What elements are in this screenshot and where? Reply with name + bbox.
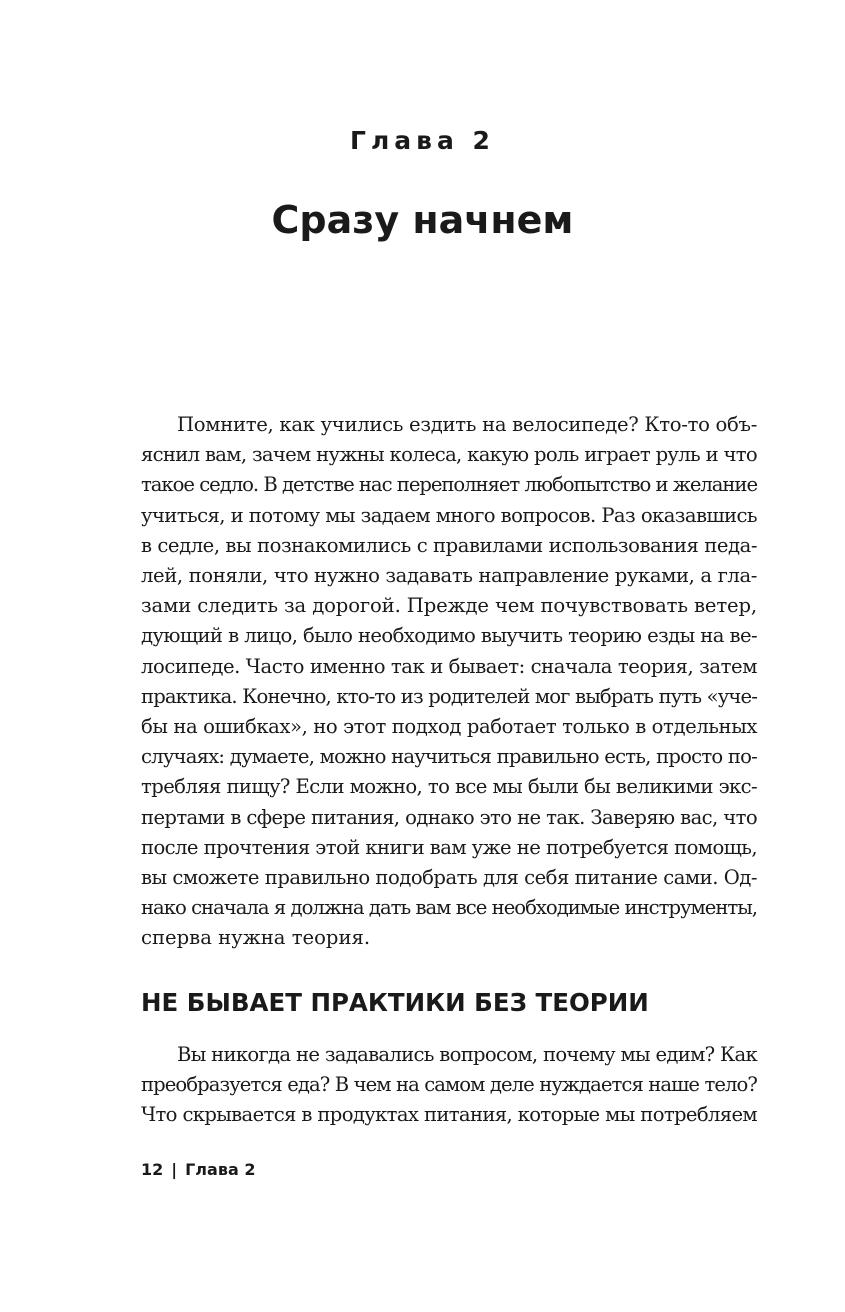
text-line: пертами в сфере питания, однако это не так. Заверяю вас, что [141,805,757,829]
text-line: сперва нужна теория. [141,926,371,950]
text-line: зами следить за дорогой. Прежде чем почувствовать ветер, [141,594,757,618]
section-heading: НЕ БЫВАЕТ ПРАКТИКИ БЕЗ ТЕОРИИ [141,988,649,1017]
text-line: бы на ошибках», но этот подход работает только в отдельных [141,715,757,739]
paragraph-1 [141,410,757,954]
page-footer [141,1160,255,1179]
paragraph-2 [141,1040,757,1131]
chapter-title: Сразу начнем [271,198,574,242]
text-line: Вы никогда не задавались вопросом, почему мы едим? Как [177,1043,757,1066]
text-line: учиться, и потому мы задаем много вопросов. Раз оказавшись [141,503,757,527]
text-line: случаях: думаете, можно научиться правильно есть, просто по- [141,745,757,769]
text-line: такое седло. В детстве нас переполняет любопытство и желание [141,473,757,497]
text-line: лосипеде. Часто именно так и бывает: сначала теория, затем [141,654,757,678]
text-line: яснил вам, зачем нужны колеса, какую роль играет руль и что [141,443,757,467]
text-line: практика. Конечно, кто-то из родителей мог выбрать путь «уче- [141,684,757,708]
text-line: Помните, как учились ездить на велосипеде? Кто-то объ- [177,413,757,436]
page-number: 12 [141,1160,164,1179]
footer-separator: | [171,1160,178,1179]
text-line: лей, поняли, что нужно задавать направление руками, а гла- [141,564,757,588]
chapter-label: Глава 2 [350,126,495,155]
text-line: требляя пищу? Если можно, то все мы были бы великими экс- [141,775,757,799]
text-line: Что скрывается в продуктах питания, которые мы потребляем [141,1103,757,1127]
text-line: в седле, вы познакомились с правилами использования педа- [141,533,757,557]
footer-chapter: Глава 2 [185,1160,256,1179]
text-line: вы сможете правильно подобрать для себя питание сами. Од- [141,866,757,890]
text-line: нако сначала я должна дать вам все необходимые инструменты, [141,896,757,920]
text-line: преобразуется еда? В чем на самом деле нуждается наше тело? [141,1073,757,1097]
text-line: дующий в лицо, было необходимо выучить теорию езды на ве- [141,624,757,648]
text-line: после прочтения этой книги вам уже не потребуется помощь, [141,835,757,859]
